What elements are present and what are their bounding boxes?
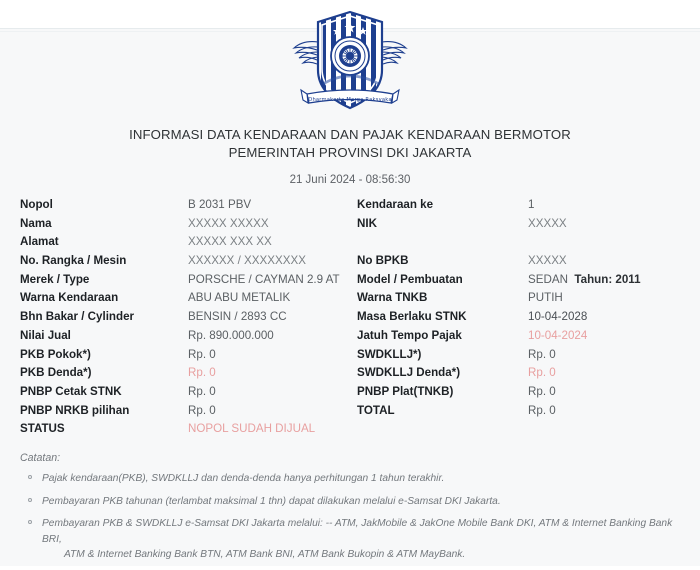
data-column-right [357,196,692,420]
data-row-spacer [357,233,692,252]
note-item [20,516,690,563]
label-merek-type: Merek / Type [20,272,90,286]
label-no-bpkb: No BPKB [357,254,409,268]
data-row-nopol [20,196,350,215]
korlantas-polri-emblem-icon [0,6,700,123]
note-item [20,494,690,510]
label-pnbp-cetak-stnk: PNBP Cetak STNK [20,384,122,398]
bullet-circle-icon [28,475,32,479]
status-badge: NOPOL SUDAH DIJUAL [188,422,316,436]
value-alamat: XXXXX XXX XX [188,235,272,249]
data-row-bhn-bakar-cylinder [20,308,350,327]
label-warna-tnkb: Warna TNKB [357,291,428,305]
label-nilai-jual: Nilai Jual [20,328,71,342]
label-total: TOTAL [357,403,395,417]
value-swdkllj: Rp. 0 [528,347,556,361]
label-jatuh-tempo-pajak: Jatuh Tempo Pajak [357,328,462,342]
label-masa-berlaku-stnk: Masa Berlaku STNK [357,310,467,324]
notes-title: Catatan: [20,452,61,464]
value-no-bpkb: XXXXX [528,254,567,268]
value-no-rangka-mesin: XXXXXX / XXXXXXXX [188,254,306,268]
value-pkb-pokok: Rp. 0 [188,347,216,361]
value-tahun-pembuatan: Tahun: 2011 [574,272,641,286]
value-jatuh-tempo-pajak: 10-04-2024 [528,328,588,342]
data-row-model-pembuatan [357,271,692,290]
data-row-swdkllj [357,346,692,365]
data-row-jatuh-tempo-pajak [357,327,692,346]
label-bhn-bakar-cylinder: Bhn Bakar / Cylinder [20,310,135,324]
timestamp: 21 Juni 2024 - 08:56:30 [289,174,411,186]
page-title-block [0,126,700,186]
value-swdkllj-denda: Rp. 0 [528,366,556,380]
data-row-pnbp-nrkb-pilihan [20,402,350,421]
data-row-warna-kendaraan [20,289,350,308]
value-masa-berlaku-stnk: 10-04-2028 [528,310,588,324]
label-swdkllj-denda: SWDKLLJ Denda*) [357,366,461,380]
label-model-pembuatan: Model / Pembuatan [357,272,463,286]
page-title-line1: INFORMASI DATA KENDARAAN DAN PAJAK KENDARAAN BERMOTOR [129,127,571,142]
svg-text:Dharmakerta Marga Raksyaka: Dharmakerta Marga Raksyaka [308,97,392,103]
label-nama: Nama [20,216,52,230]
data-row-merek-type [20,271,350,290]
data-row-status [20,420,350,439]
note-item [20,471,690,487]
label-alamat: Alamat [20,235,59,249]
label-pnbp-plat-tnkb: PNBP Plat(TNKB) [357,384,454,398]
value-pnbp-cetak-stnk: Rp. 0 [188,384,216,398]
note-text: Pembayaran PKB & SWDKLLJ e-Samsat DKI Jakarta melalui: -- ATM, JakMobile & JakOne Mobile Bank DKI, ATM & Internet Banking Bank BRI, [42,518,673,545]
label-status: STATUS [20,422,65,436]
label-kendaraan-ke: Kendaraan ke [357,198,434,211]
value-pnbp-nrkb-pilihan: Rp. 0 [188,403,216,417]
data-row-nilai-jual [20,327,350,346]
label-pnbp-nrkb-pilihan: PNBP NRKB pilihan [20,403,130,417]
data-column-left [20,196,350,439]
value-nik: XXXXX [528,216,567,230]
data-row-pnbp-cetak-stnk [20,383,350,402]
data-row-kendaraan-ke [357,196,692,215]
data-row-pkb-denda [20,364,350,383]
value-kendaraan-ke: 1 [528,198,535,211]
data-row-alamat [20,233,350,252]
data-row-swdkllj-denda [357,364,692,383]
value-warna-tnkb: PUTIH [528,291,563,305]
bullet-circle-icon [28,498,32,502]
data-row-warna-tnkb [357,289,692,308]
data-row-no-rangka-mesin [20,252,350,271]
value-nopol: B 2031 PBV [188,198,252,211]
data-row-pkb-pokok [20,346,350,365]
label-swdkllj: SWDKLLJ*) [357,347,422,361]
value-pkb-denda: Rp. 0 [188,366,216,380]
data-row-nama [20,215,350,234]
value-pnbp-plat-tnkb: Rp. 0 [528,384,556,398]
data-row-pnbp-plat-tnkb [357,383,692,402]
data-row-masa-berlaku-stnk [357,308,692,327]
value-total: Rp. 0 [528,403,556,417]
page-title-line2: PEMERINTAH PROVINSI DKI JAKARTA [228,145,472,160]
label-pkb-pokok: PKB Pokok*) [20,347,91,361]
label-no-rangka-mesin: No. Rangka / Mesin [20,254,127,268]
value-nama: XXXXX XXXXX [188,216,269,230]
data-row-total [357,402,692,421]
value-nilai-jual: Rp. 890.000.000 [188,328,274,342]
label-nopol: Nopol [20,198,53,211]
note-text: Pajak kendaraan(PKB), SWDKLLJ dan denda-denda hanya perhitungan 1 tahun terakhir. [42,473,445,484]
data-row-no-bpkb [357,252,692,271]
data-row-nik [357,215,692,234]
label-pkb-denda: PKB Denda*) [20,366,92,380]
note-text: Pembayaran PKB tahunan (terlambat maksimal 1 thn) dapat dilakukan melalui e-Samsat DKI Jakarta. [42,495,501,507]
note-text-continued: ATM & Internet Banking Bank BTN, ATM Bank BNI, ATM Bank Bukopin & ATM MayBank. [64,549,466,561]
value-merek-type: PORSCHE / CAYMAN 2.9 AT [188,272,340,286]
value-model-pembuatan [528,271,641,290]
value-model: SEDAN [528,272,568,286]
value-bhn-bakar-cylinder: BENSIN / 2893 CC [188,310,287,324]
notes-section [20,452,690,570]
label-nik: NIK [357,216,377,230]
value-warna-kendaraan: ABU ABU METALIK [188,291,291,305]
label-warna-kendaraan: Warna Kendaraan [20,291,119,305]
bullet-circle-icon [28,520,32,524]
